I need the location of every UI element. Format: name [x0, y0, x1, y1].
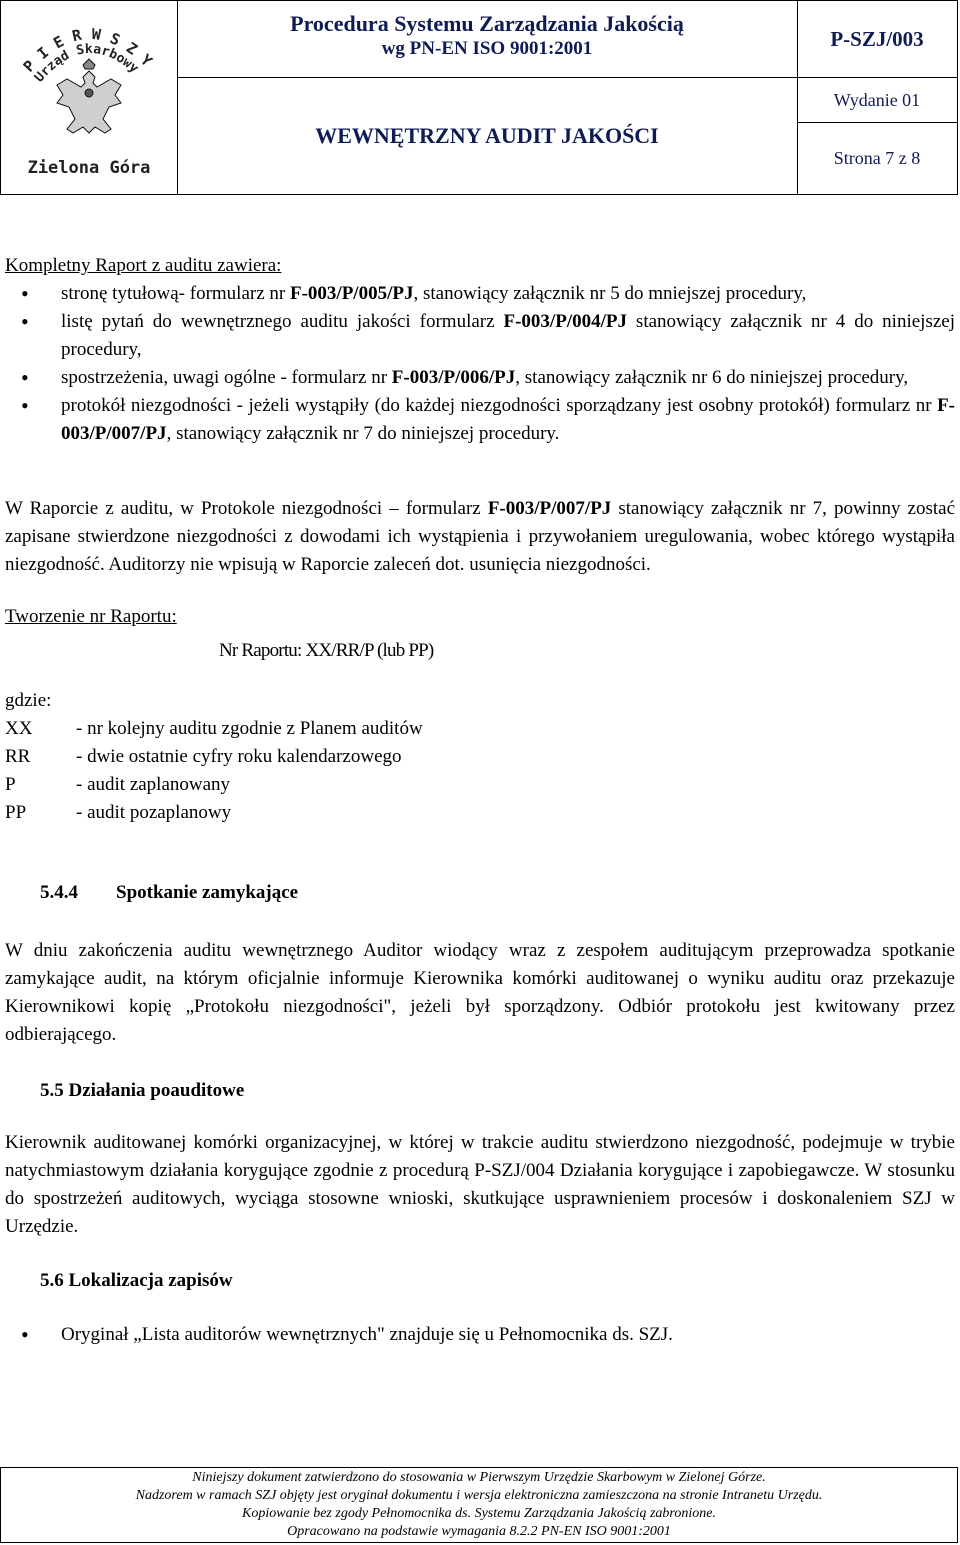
section-55-text: Kierownik auditowanej komórki organizacyjnej, w której w trakcie auditu stwierdzono niezgodność, podejmuje w trybie natychmiastowym działania korygujące zgodnie z procedurą P-SZJ/004 Działania korygujące i zapobiegawcze. W stosunku do spostrzeżeń auditowych, wyciąga stosowne wnioski, skutkujące usprawnieniem procesów i doskonaleniem SZJ w Urzędzie.	[5, 1132, 955, 1237]
list-item: • Oryginał „Lista auditorów wewnętrznych" znajduje się u Pełnomocnika ds. SZJ.	[5, 1321, 955, 1349]
header-logo-cell	[1, 1, 178, 194]
definition-abbr: RR	[5, 746, 31, 767]
definition-desc: - audit pozaplanowy	[76, 802, 232, 823]
header-meta-cell	[797, 1, 957, 194]
svg-text:P I E R W S Z Y: P I E R W S Z Y	[19, 24, 156, 76]
document-footer	[0, 1467, 958, 1543]
report-number-format: Nr Raportu: XX/RR/P (lub PP)	[219, 640, 434, 661]
footer-copy-note: Kopiowanie bez zgody Pełnomocnika ds. Systemu Zarządzania Jakością zabronione.	[242, 1506, 716, 1521]
document-subtitle: WEWNĘTRZNY AUDIT JAKOŚCI	[315, 123, 659, 148]
section-55-heading: 5.5 Działania poauditowe	[40, 1080, 245, 1101]
document-header	[0, 0, 958, 195]
list-item: • listę pytań do wewnętrznego auditu jakości formularz F-003/P/004/PJ stanowiący załącznik nr 4 do niniejszej procedury,	[5, 308, 955, 364]
svg-text:Urząd Skarbowy: Urząd Skarbowy	[31, 41, 142, 86]
procedure-standard: wg PN-EN ISO 9001:2001	[381, 38, 593, 59]
definition-desc: - nr kolejny auditu zgodnie z Planem auditów	[76, 718, 423, 739]
numbering-heading: Tworzenie nr Raportu:	[5, 606, 177, 627]
list-item: • spostrzeżenia, uwagi ogólne - formularz nr F-003/P/006/PJ, stanowiący załącznik nr 6 do niniejszej procedury,	[5, 364, 955, 392]
section-56-heading: 5.6 Lokalizacja zapisów	[40, 1270, 233, 1291]
section-544-heading: 5.4.4 Spotkanie zamykające	[40, 882, 299, 903]
protocol-paragraph: W Raporcie z auditu, w Protokole niezgodności – formularz F-003/P/007/PJ stanowiący załącznik nr 7, powinny zostać zapisane stwierdzone niezgodności z dowodami ich wystąpienia i przywołaniem uregulowania, wobec którego wystąpiła niezgodność. Auditorzy nie wpisują w Raporcie zaleceń dot. usunięcia niezgodności.	[5, 498, 956, 575]
report-contents-list	[5, 280, 955, 448]
definition-desc: - audit zaplanowany	[76, 774, 231, 795]
list-item: • stronę tytułową- formularz nr F-003/P/005/PJ, stanowiący załącznik nr 5 do mniejszej procedury,	[5, 280, 955, 308]
procedure-title-line1: Procedura Systemu Zarządzania Jakością	[290, 11, 684, 36]
edition-label: Wydanie 01	[797, 78, 957, 123]
footer-supervision-note: Nadzorem w ramach SZJ objęty jest oryginał dokumentu i wersja elektroniczna zamieszczona na stronie Intranetu Urzędu.	[135, 1488, 823, 1503]
section-544-text: W dniu zakończenia auditu wewnętrznego Auditor wiodący wraz z zespołem auditującym przeprowadza spotkanie zamykające audit, na którym oficjalnie informuje Kierownika komórki auditowanej o wyniku auditu oraz przekazuje Kierownikowi kopię „Protokołu niezgodności", jeżeli był sporządzony. Odbiór protokołu jest kwitowany przez odbierającego.	[5, 940, 955, 1045]
header-title-cell	[177, 1, 798, 194]
report-contents-intro: Kompletny Raport z auditu zawiera:	[5, 255, 282, 276]
procedure-code: P-SZJ/003	[797, 1, 957, 78]
definition-abbr: XX	[5, 718, 33, 739]
definitions-list	[5, 715, 955, 827]
eagle-emblem-logo	[7, 9, 171, 187]
definition-desc: - dwie ostatnie cyfry roku kalendarzowego	[76, 746, 402, 767]
where-label: gdzie:	[5, 690, 52, 711]
document-body	[5, 252, 955, 1349]
definition-abbr: P	[5, 774, 16, 795]
footer-basis-note: Opracowano na podstawie wymagania 8.2.2 PN-EN ISO 9001:2001	[287, 1524, 671, 1539]
list-item: • protokół niezgodności - jeżeli wystąpiły (do każdej niezgodności sporządzany jest osobny protokół) formularz nr F-003/P/007/PJ, stanowiący załącznik nr 7 do niniejszej procedury.	[5, 392, 955, 448]
records-list	[5, 1321, 955, 1349]
footer-approval-note: Niniejszy dokument zatwierdzono do stosowania w Pierwszym Urzędzie Skarbowym w Zielonej Górze.	[192, 1470, 766, 1485]
svg-text:Zielona Góra: Zielona Góra	[27, 158, 151, 178]
definition-abbr: PP	[5, 802, 27, 823]
procedure-title	[177, 1, 797, 78]
page-number: Strona 7 z 8	[833, 148, 921, 168]
